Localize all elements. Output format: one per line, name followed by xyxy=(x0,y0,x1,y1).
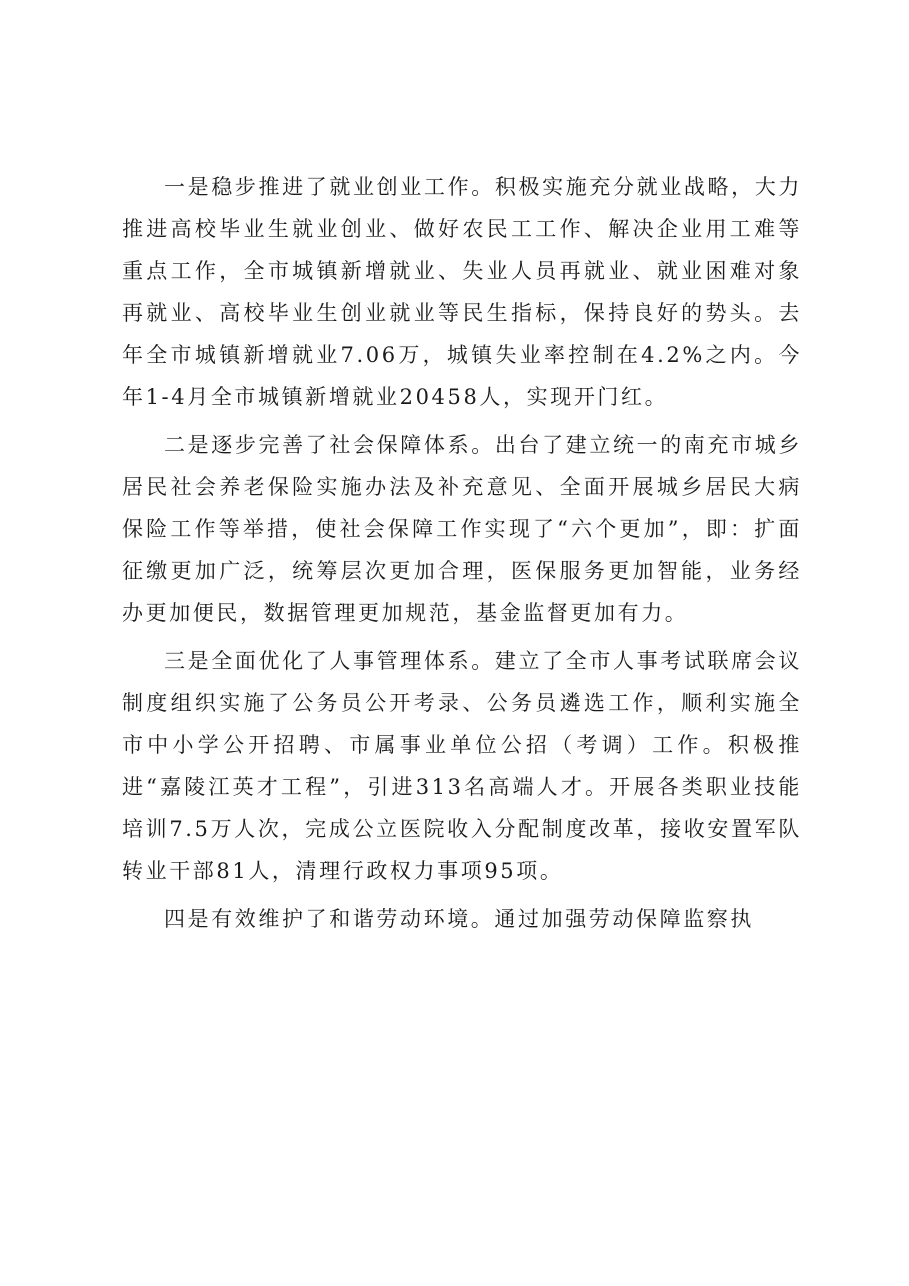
paragraph-employment: 一是稳步推进了就业创业工作。积极实施充分就业战略，大力推进高校毕业生就业创业、做好农民工工作、解决企业用工难等重点工作，全市城镇新增就业、失业人员再就业、就业困难对象再就业、高校毕业生创业就业等民生指标，保持良好的势头。去年全市城镇新增就业7.06万，城镇失业率控制在4.2%之内。今年1-4月全市城镇新增就业20458人，实现开门红。 xyxy=(122,175,802,409)
paragraph-social-security: 二是逐步完善了社会保障体系。出台了建立统一的南充市城乡居民社会养老保险实施办法及补充意见、全面开展城乡居民大病保险工作等举措，使社会保障工作实现了“六个更加”，即：扩面征缴更加广泛，统筹层次更加合理，医保服务更加智能，业务经办更加便民，数据管理更加规范，基金监督更加有力。 xyxy=(122,433,802,625)
paragraph-personnel-management: 三是全面优化了人事管理体系。建立了全市人事考试联席会议制度组织实施了公务员公开考录、公务员遴选工作，顺利实施全市中小学公开招聘、市属事业单位公招（考调）工作。积极推进“嘉陵江英才工程”，引进313名高端人才。开展各类职业技能培训7.5万人次，完成公立医院收入分配制度改革，接收安置军队转业干部81人，清理行政权力事项95项。 xyxy=(122,649,802,883)
paragraph-labor-environment: 四是有效维护了和谐劳动环境。通过加强劳动保障监察执 xyxy=(164,907,754,931)
document-body xyxy=(122,166,802,946)
